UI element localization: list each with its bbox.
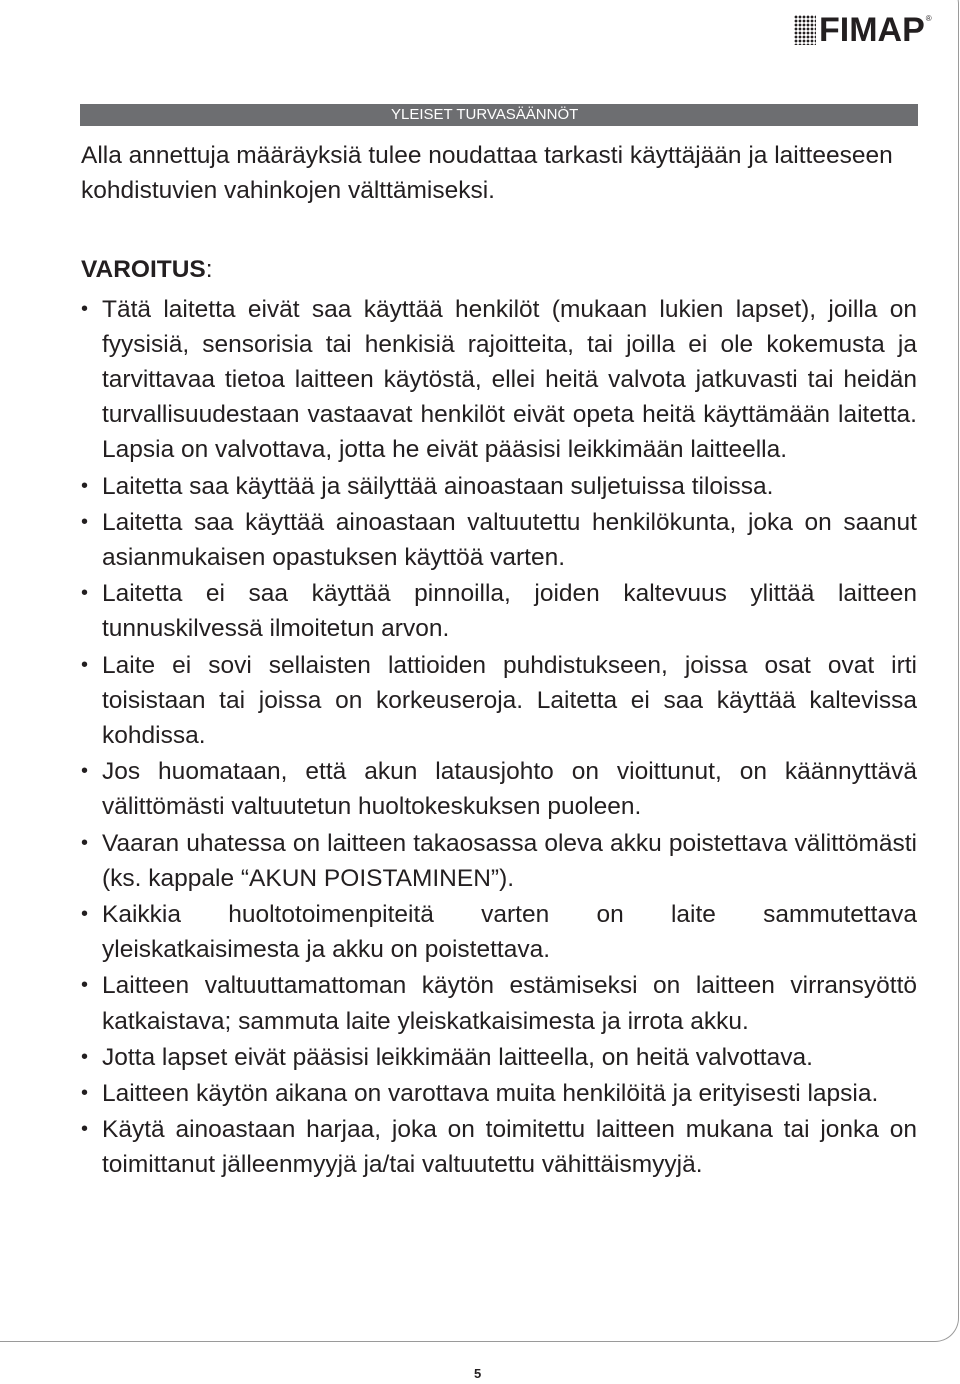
logo-text: FIMAP [819, 11, 925, 49]
list-item [81, 1112, 917, 1182]
list-item-text: Vaaran uhatessa on laitteen takaosassa oleva akku poistettava välittömästi (ks. kappale “AKUN POISTAMINEN”). [102, 829, 917, 892]
list-item [81, 968, 917, 1038]
list-item-text: Laitteen valtuuttamattoman käytön estämiseksi on laitteen virransyöttö katkaistava; sammuta laite yleiskatkaisimesta ja irrota akku. [102, 972, 917, 1035]
list-item-text: Laite ei sovi sellaisten lattioiden puhdistukseen, joissa osat ovat irti toisistaan tai joissa on korkeuseroja. Laitetta ei saa käyttää kaltevissa kohdissa. [102, 651, 917, 750]
list-item [81, 1076, 917, 1111]
list-item-text: Jotta lapset eivät pääsisi leikkimään laitteella, on heitä valvottava. [102, 1043, 813, 1071]
list-item [81, 505, 917, 575]
list-item [81, 292, 917, 468]
warning-label: VAROITUS [81, 256, 206, 284]
list-item-text: Laitteen käytön aikana on varottava muita henkilöitä ja erityisesti lapsia. [102, 1080, 879, 1108]
list-item-text: Tätä laitetta eivät saa käyttää henkilöt (mukaan lukien lapset), joilla on fyysisiä, sensorisia tai henkisiä rajoitteita, tai joilla ei ole kokemusta ja tarvittavaa tietoa laitteen käytöstä, ellei heitä valvota jatkuvasti tai heidän turvallisuudestaan vastaavat henkilöt eivät opeta heitä käyttämään laitetta. Lapsia on valvottava, jotta he eivät pääsisi leikkimään laitteella. [102, 295, 917, 464]
bullet-icon: • [81, 1082, 89, 1105]
list-item [81, 576, 917, 646]
list-item [81, 897, 917, 967]
list-item-text: Käytä ainoastaan harjaa, joka on toimitettu laitteen mukana tai jonka on toimittanut jälleenmyyjä ja/tai valtuutettu vähittäismyyjä. [102, 1116, 917, 1179]
main-content [81, 138, 917, 1184]
warning-colon: : [205, 256, 213, 284]
list-item [81, 826, 917, 896]
bullet-icon: • [81, 831, 89, 854]
bullet-icon: • [81, 974, 89, 997]
bullet-icon: • [81, 582, 89, 605]
list-item-text: Jos huomataan, että akun latausjohto on vioittunut, on käännyttävä välittömästi valtuutetun huoltokeskuksen puoleen. [102, 758, 917, 821]
list-item [81, 469, 917, 504]
bullet-icon: • [81, 297, 89, 320]
section-banner [80, 104, 918, 126]
bullet-icon: • [81, 1118, 89, 1141]
list-item-text: Laitetta saa käyttää ja säilyttää ainoastaan suljetuissa tiloissa. [102, 472, 774, 500]
fimap-logo [794, 12, 932, 48]
list-item [81, 648, 917, 754]
list-item [81, 1040, 917, 1075]
logo-registered-mark: ® [925, 14, 932, 23]
page-number: 5 [474, 1366, 482, 1381]
bullet-icon: • [81, 653, 89, 676]
list-item-text: Laitetta ei saa käyttää pinnoilla, joiden kaltevuus ylittää laitteen tunnuskilvessä ilmoitetun arvon. [102, 580, 917, 643]
list-item [81, 754, 917, 824]
logo-dot-mark-icon [794, 15, 816, 45]
bullet-icon: • [81, 510, 89, 533]
safety-list [81, 292, 917, 1183]
warning-heading [81, 252, 917, 287]
list-item-text: Laitetta saa käyttää ainoastaan valtuutettu henkilökunta, joka on saanut asianmukaisen opastuksen käyttöä varten. [102, 508, 917, 572]
bullet-icon: • [81, 760, 89, 783]
section-title: YLEISET TURVASÄÄNNÖT [391, 106, 579, 123]
intro-paragraph: Alla annettuja määräyksiä tulee noudattaa tarkasti käyttäjään ja laitteeseen kohdistuvien vahinkojen välttämiseksi. [81, 142, 893, 205]
list-item-text: Kaikkia huoltotoimenpiteitä varten on laite sammutettava yleiskatkaisimesta ja akku on poistettava. [102, 901, 917, 964]
bullet-icon: • [81, 903, 89, 926]
bullet-icon: • [81, 1045, 89, 1068]
bullet-icon: • [81, 474, 89, 497]
